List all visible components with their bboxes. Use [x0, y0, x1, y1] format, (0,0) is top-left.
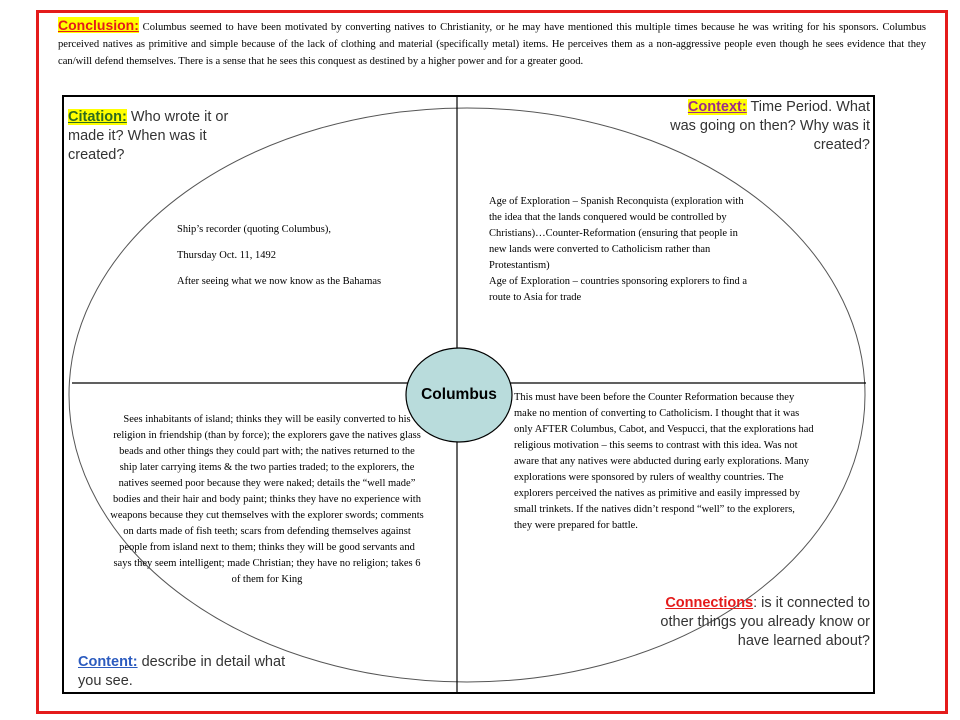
citation-line: Ship’s recorder (quoting Columbus), — [177, 224, 331, 235]
conclusion-text: Columbus seemed to have been motivated by converting natives to Christianity, or he may have mentioned this multiple times because he was writing for his sponsors. Columbus perceived natives as primitive and simple because of the lack of clothing and material (specifically metal) items. He perceives them as a non-aggressive people even though he sees evidence that they can/will defend themselves. There is a sense that he sees this conquest as destined by a higher power and for a greater good. — [58, 22, 926, 67]
citation-heading: Citation: — [68, 109, 127, 125]
context-question: Time Period. What was going on then? Why was it created? — [670, 99, 870, 153]
conclusion-heading: Conclusion: — [58, 17, 139, 33]
content-question: describe in detail what you see. — [78, 654, 286, 689]
content-heading: Content: — [78, 654, 138, 670]
content-prompt — [78, 653, 298, 691]
connections-prompt — [660, 594, 870, 651]
citation-prompt — [68, 108, 240, 165]
content-notes: Sees inhabitants of island; thinks they will be easily converted to his religion in friendship (than by force); the explorers gave the natives glass beads and other things they could part with; the natives returned to the ship later carrying items & the two parties traded; to the explorers, the natives seemed poor because they were naked; details the “well made” bodies and their hair and body paint; thinks they have no experience with weapons because they cut themselves with the explorer swords; comments on darts made of fish teeth; scars from defending themselves against people from island next to them; thinks they will be good servants and says they seem intelligent; made Christian; they have no religion; takes 6 of them for King — [110, 414, 424, 585]
center-label: Columbus — [421, 386, 497, 403]
connections-question: : is it connected to other things you already know or have learned about? — [660, 595, 870, 649]
citation-line: Thursday Oct. 11, 1492 — [177, 250, 277, 261]
citation-line: After seeing what we now know as the Bahamas — [177, 276, 382, 287]
context-notes — [489, 194, 751, 306]
connections-notes: This must have been before the Counter Reformation because they make no mention of converting to Catholicism. I thought that it was only AFTER Columbus, Cabot, and Vespucci, that the explorations had religious motivation – this seems to contrast with this idea. Was not aware that any natives were abducted during early explorations. Many explorations were sponsored by rulers of wealthy countries. The explorers perceived the natives as primitive and easily impressed by small trinkets. If the natives didn’t respond “well” to the explorers, they were prepared for battle. — [514, 392, 814, 531]
context-heading: Context: — [687, 99, 747, 115]
connections-heading: Connections — [665, 595, 754, 611]
context-paragraph: Age of Exploration – Spanish Reconquista (exploration with the idea that the lands conquered would be controlled by Christians)…Counter-Reformation (ensuring that people in new lands were converted to Catholicism rather than Protestantism) — [489, 196, 744, 271]
citation-notes — [177, 222, 417, 300]
context-prompt — [660, 98, 870, 155]
context-paragraph: Age of Exploration – countries sponsoring explorers to find a route to Asia for trade — [489, 276, 748, 303]
citation-question: Who wrote it or made it? When was it created? — [68, 109, 229, 163]
